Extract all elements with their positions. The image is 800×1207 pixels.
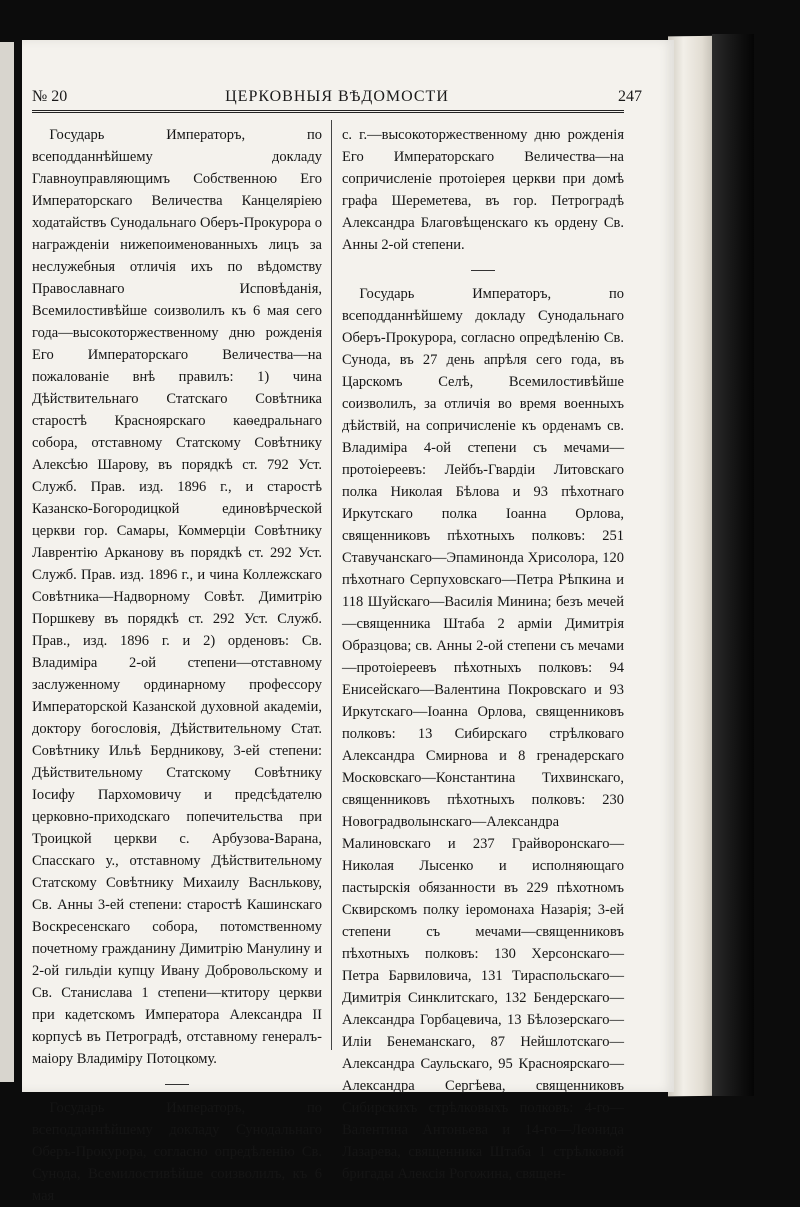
decree-paragraph-2: Государь Императоръ, по всеподданнѣйшему докладу Сунодальнаго Оберъ-Прокурора, согласно опредѣленію Св. Сунода, Всемилостивѣйше соизволилъ, къ 6 мая [32, 1100, 322, 1204]
section-separator [165, 1084, 189, 1085]
journal-title: ЦЕРКОВНЫЯ ВѢДОМОСТИ [225, 88, 449, 105]
left-column [32, 124, 322, 1207]
running-header [32, 88, 642, 110]
column-divider [331, 120, 332, 1050]
book-cover-edge [712, 34, 754, 1096]
decree-paragraph-3: Государь Императоръ, по всеподданнѣйшему докладу Сунодальнаго Оберъ-Прокурора, согласно опредѣленію Св. Сунода, въ 27 день апрѣля сего года, въ Царскомъ Селѣ, Всемилостивѣйше соизволилъ, за отличія во время военныхъ дѣйствій, на сопричисленіе къ орденамъ св. Владиміра 4-ой степени съ мечами—протоіереевъ: Лейбъ-Гвардіи Литовскаго полка Николая Бѣлова и 93 пѣхотнаго Иркутскаго полка Іоанна Орлова, священниковъ пѣхотныхъ полковъ: 251 Ставучанскаго—Эпаминонда Хрисолора, 120 пѣхотнаго Серпуховскаго—Петра Рѣпкина и 118 Шуйскаго—Василія Минина; безъ мечей—священника Штаба 2 арміи Димитрія Образцова; св. Анны 2-ой степени съ мечами—протоіереевъ пѣхотныхъ полковъ: 94 Енисейскаго—Валентина Покровскаго и 93 Иркутскаго—Іоанна Орлова, священниковъ полковъ: 13 Сибирскаго стрѣлковаго Александра Смирнова и 8 гренадерскаго Московскаго—Константина Тихвинскаго, священниковъ пѣхотныхъ полковъ: 230 Новоградволынскаго—Александра Малиновскаго и 237 Грайворонскаго—Николая Лысенко и исполняющаго пастырскія обязанности въ 229 пѣхотномъ Сквирскомъ полку іеромонаха Назарія; 3-ей степени съ мечами—священниковъ пѣхотныхъ полковъ: 130 Херсонскаго—Петра Барвиловича, 131 Тираспольскаго—Димитрія Синклитскаго, 132 Бендерскаго—Александра Горбацевича, 13 Бѣлозерскаго—Иліи Бенеманскаго, 87 Нейшлотскаго—Александра Саульскаго, 95 Красноярскаго—Александра Сергѣева, священниковъ Сибирскихъ стрѣлковыхъ полковъ: 4-го—Валентина Антоньева и 14-го—Леонида Лазарева, священника Штаба 1 стрѣлковой бригады Алексія Рогожина, священ- [342, 286, 624, 1182]
header-rule [32, 110, 624, 113]
section-separator [471, 270, 495, 271]
right-column [342, 124, 624, 1185]
decree-continuation: с. г.—высокоторжественному дню рожденія Его Императорскаго Величества—на сопричисленіе протоіерея церкви при домѣ графа Шереметева, въ гор. Петроградѣ Александра Благовѣщенскаго къ ордену Св. Анны 2-ой степени. [342, 127, 624, 253]
left-page-edge [0, 42, 14, 1082]
decree-paragraph-1: Государь Императоръ, по всеподданнѣйшему докладу Главноуправляющимъ Собственною Его Императорскаго Величества Канцеляріею ходатайствъ Сунодальнаго Оберъ-Прокурора о награжденіи нижепоименованныхъ лицъ за неслужебныя отличія ихъ по вѣдомству Православнаго Исповѣданія, Всемилостивѣйше соизволилъ къ 6 мая сего года—высокоторжественному дню рожденія Его Императорскаго Величества—на пожалованіе внѣ правилъ: 1) чина Дѣйствительнаго Статскаго Совѣтника старостѣ Красноярскаго каѳедральнаго собора, отставному Статскому Совѣтнику Алексѣю Шарову, въ порядкѣ ст. 792 Уст. Служб. Прав. изд. 1896 г., и старостѣ Казанско-Богородицкой единовѣрческой церкви гор. Самары, Коммерціи Совѣтнику Лаврентію Арканову въ порядкѣ ст. 292 Уст. Служб. Прав. изд. 1896 г., и чина Коллежскаго Совѣтника—Надворному Совѣт. Димитрію Поршкеву въ порядкѣ ст. 292 Уст. Служб. Прав., изд. 1896 г. и 2) орденовъ: Св. Владиміра 2-ой степени—отставному заслуженному ординарному профессору Императорской Казанской духовной академіи, доктору богословія, Дѣйствительному Стат. Совѣтнику Ильѣ Бердникову, 3-ей степени: Дѣйствительному Статскому Совѣтнику Іосифу Пархомовичу и предсѣдателю церковно-приходскаго попечительства при Троицкой церкви с. Арбузова-Варана, Спасскаго у., отставному Дѣйствительному Статскому Совѣтнику Михаилу Васнлькову, Св. Анны 3-ей степени: старостѣ Кашинскаго Воскресенскаго собора, потомственному почетному гражданину Димитрію Манулину и 2-ой гильдіи купцу Ивану Добровольскому и Св. Станислава 1 степени—ктитору церкви при кадетскомъ Императора Александра II корпусѣ въ Петроградѣ, отставному генералъ-маіору Владиміру Потоцкому. [32, 127, 322, 1067]
issue-number: № 20 [32, 88, 68, 105]
page-number: 247 [618, 88, 642, 105]
